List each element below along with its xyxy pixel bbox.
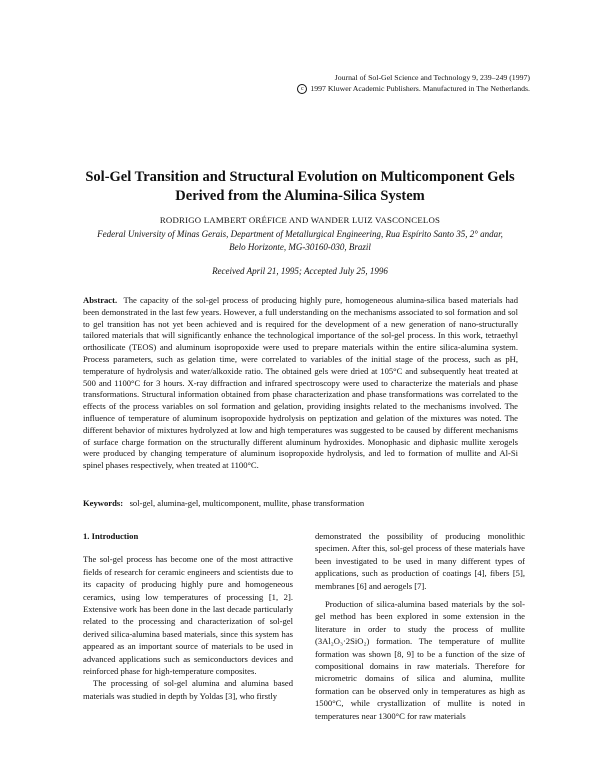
journal-citation — [297, 72, 530, 94]
title-line-2: Derived from the Alumina-Silica System — [175, 188, 425, 204]
body-paragraph: Production of silica-alumina based materials by the sol-gel method has been explored in some extension in the literature in order to study the process of mullite (3Al₂O₃·2SiO₂) formation. The temperature of mullite formation was shown [8, 9] to be a function of the size of compositional domains in raw materials. Therefore for micrometric domains of silica and alumina, mullite formation can be observed only in temperatures as high as 1500°C, while crystallization of mullite is noted in temperatures near 1300°C for raw materials — [315, 599, 525, 721]
section-heading-introduction: 1. Introduction — [83, 531, 139, 541]
body-column-right — [315, 530, 525, 722]
keywords — [83, 497, 518, 509]
keywords-text: sol-gel, alumina-gel, multicomponent, mullite, phase transformation — [129, 498, 365, 508]
body-column-left — [83, 530, 293, 702]
affiliation-line-2: Belo Horizonte, MG-30160-030, Brazil — [229, 241, 371, 252]
author-list: RODRIGO LAMBERT ORÉFICE AND WANDER LUIZ VASCONCELOS — [159, 215, 441, 225]
paper-title — [60, 168, 540, 206]
affiliation-line-1: Federal University of Minas Gerais, Department of Metallurgical Engineering, Rua Espírito Santo 35, 2° andar, — [97, 229, 503, 239]
affiliation — [60, 228, 540, 253]
body-paragraph: The processing of sol-gel alumina and alumina based materials was studied in depth by Yoldas [3], who firstly — [83, 678, 293, 701]
received-dates: Received April 21, 1995; Accepted July 25, 1996 — [212, 266, 388, 276]
abstract-label: Abstract. — [83, 295, 118, 305]
title-line-1: Sol-Gel Transition and Structural Evolution on Multicomponent Gels — [85, 169, 515, 185]
journal-line: Journal of Sol-Gel Science and Technology 9, 239–249 (1997) — [334, 73, 530, 82]
copyright-line — [297, 83, 530, 94]
copyright-icon: c — [297, 84, 307, 94]
body-paragraph: demonstrated the possibility of producing monolithic specimen. After this, sol-gel process of these materials have been investigated to be used in many different types of applications, such as production of coatings [4], fibers [5], membranes [6] and aerogels [7]. — [315, 531, 525, 591]
publisher-line: 1997 Kluwer Academic Publishers. Manufactured in The Netherlands. — [310, 84, 530, 93]
abstract — [83, 295, 518, 472]
abstract-text: The capacity of the sol-gel process of producing highly pure, homogeneous alumina-silica based materials had been demonstrated in the last few years. However, a full understanding on the mechanisms associated to sol formation and sol to gel transition has not yet been achieved and is required for the development of a new generation of nano-structurally tailored materials that will significantly enhance the technological importance of the sol-gel process. In this work, tetraethyl orthosilicate (TEOS) and aluminum isopropoxide were used to prepare materials within the entire silica-alumina system. Process parameters, such as gelation time, were correlated to variables of the initial stage of the process, such as pH, temperature of hydrolysis and water/alkoxide ratio. The obtained gels were dried at 105°C and subsequently heat treated at 500 and 1100°C for 3 hours. X-ray diffraction and infrared spectroscopy were used to characterize the materials and phase transformations. Structural information obtained from phase characterization and phase transformations was correlated to the effects of the process variables on sol formation and gelation, providing insights related to the mechanisms involved. The influence of temperature of aluminum isopropoxide hydrolysis on peptization and gelation of the mixtures was noted. The different behavior of mixtures hydrolyzed at low and high temperatures was suggested to be caused by different mechanisms of surface charge formation on the structurally different aluminum hydroxides. Monophasic and diphasic mullite xerogels were produced by changing temperature of aluminum isopropoxide hydrolysis, and led to formation of mullite and Al-Si spinel phases respectively, when treated at 1100°C. — [83, 295, 519, 471]
body-paragraph: The sol-gel process has become one of the most attractive fields of research for ceramic engineers and scientists due to its capacity of producing highly pure and homogeneous ceramics, using low temperatures of processing [1, 2]. Extensive work has been done in the last decade particularly related to the processing and characterization of sol-gel derived silica-alumina based materials, since this system has appeared as an important source of materials to be used in advanced applications such as semiconductors devices and reinforced phase for high-temperature composites. — [83, 554, 293, 677]
keywords-label: Keywords: — [83, 498, 124, 508]
